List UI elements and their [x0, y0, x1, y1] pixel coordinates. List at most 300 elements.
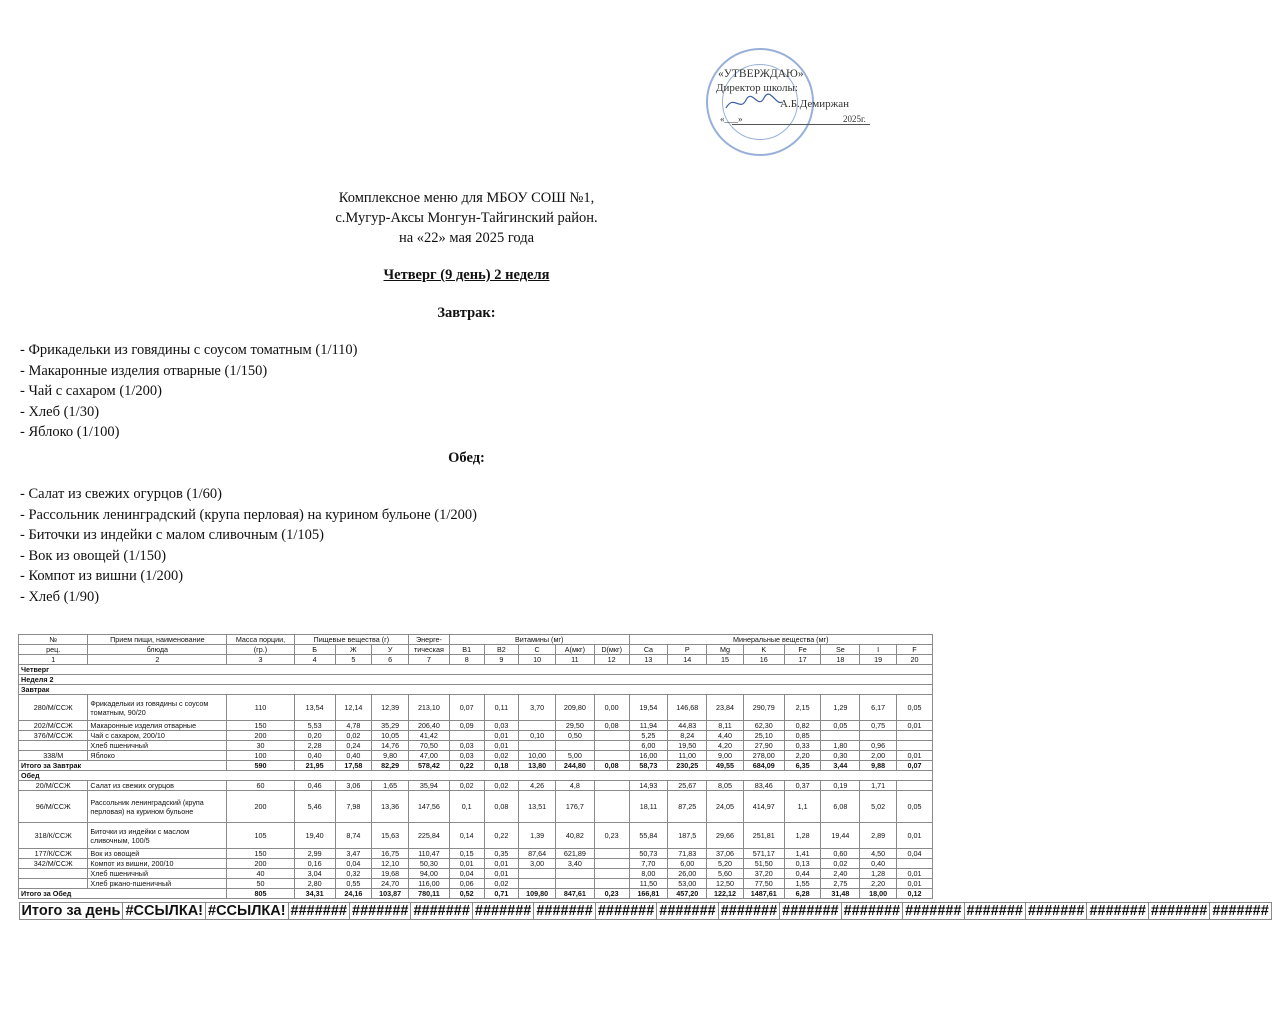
table-cell: 0,09 [449, 721, 484, 731]
table-cell: 0,01 [484, 869, 519, 879]
stamp-approve: «УТВЕРЖДАЮ» [718, 68, 804, 80]
table-cell [556, 741, 595, 751]
table-cell: 5,53 [294, 721, 335, 731]
table-cell: 621,89 [556, 849, 595, 859]
table-cell: 11,50 [629, 879, 668, 889]
day-title-text: Четверг (9 день) 2 неделя [383, 267, 550, 283]
table-cell: 0,18 [484, 761, 519, 771]
table-cell: 251,81 [743, 823, 784, 849]
table-cell: 3,70 [519, 695, 556, 721]
table-cell: 0,07 [449, 695, 484, 721]
table-cell: 0,01 [897, 721, 933, 731]
table-cell: 209,80 [556, 695, 595, 721]
table-cell: 19,68 [372, 869, 409, 879]
table-cell: 9,00 [707, 751, 744, 761]
table-cell: 176,7 [556, 791, 595, 823]
table-cell: Чай с сахаром, 200/10 [88, 731, 227, 741]
table-cell [897, 859, 933, 869]
table-cell: 96/М/ССЖ [19, 791, 88, 823]
table-cell: 225,84 [409, 823, 450, 849]
table-cell: Прием пищи, наименование [88, 635, 227, 645]
table-cell: 50,73 [629, 849, 668, 859]
table-header-row [19, 655, 933, 665]
table-cell: 13,36 [372, 791, 409, 823]
table-cell: 20 [897, 655, 933, 665]
table-cell [519, 879, 556, 889]
table-total-row [19, 902, 952, 912]
table-cell: 7,70 [629, 859, 668, 869]
table-cell: 0,04 [335, 859, 372, 869]
table-cell: 12,50 [707, 879, 744, 889]
table-cell: K [743, 645, 784, 655]
table-cell: 24,70 [372, 879, 409, 889]
table-cell [860, 731, 897, 741]
approval-stamp [702, 44, 912, 164]
table-cell [519, 741, 556, 751]
table-cell: 70,50 [409, 741, 450, 751]
table-cell [594, 791, 629, 823]
table-cell: ####### [534, 902, 595, 919]
table-cell: 0,24 [335, 741, 372, 751]
table-cell [821, 731, 860, 741]
table-cell: 1,41 [784, 849, 821, 859]
table-cell: 0,22 [484, 823, 519, 849]
table-cell: 0,96 [860, 741, 897, 751]
table-cell: Компот из вишни, 200/10 [88, 859, 227, 869]
table-cell [594, 731, 629, 741]
table-cell: 0,10 [519, 731, 556, 741]
table-cell: B1 [449, 645, 484, 655]
table-cell: 3,00 [519, 859, 556, 869]
table-cell: 290,79 [743, 695, 784, 721]
table-cell: ####### [841, 902, 902, 919]
table-cell: 0,02 [821, 859, 860, 869]
table-row [19, 781, 933, 791]
table-cell: ####### [411, 902, 472, 919]
table-cell: тическая [409, 645, 450, 655]
table-header-row [19, 645, 933, 655]
table-cell: 1,39 [519, 823, 556, 849]
table-cell: 30 [227, 741, 294, 751]
table-cell: 18 [821, 655, 860, 665]
list-item: - Чай с сахаром (1/200) [20, 383, 163, 399]
table-cell: 87,64 [519, 849, 556, 859]
table-cell: 0,05 [821, 721, 860, 731]
breakfast-title: Завтрак: [437, 305, 496, 321]
table-cell: 17 [784, 655, 821, 665]
table-cell: 8,24 [668, 731, 707, 741]
table-cell [594, 849, 629, 859]
table-cell: 50 [227, 879, 294, 889]
table-cell: 19,50 [668, 741, 707, 751]
table-cell: 2,15 [784, 695, 821, 721]
table-cell: 37,20 [743, 869, 784, 879]
table-cell: 15 [707, 655, 744, 665]
table-cell: 16,75 [372, 849, 409, 859]
table-cell: 0,03 [484, 721, 519, 731]
table-cell: A(мкг) [556, 645, 595, 655]
table-cell: 4,20 [707, 741, 744, 751]
table-cell: 150 [227, 721, 294, 731]
table-section-row [19, 685, 933, 695]
table-cell: 0,52 [449, 889, 484, 899]
table-cell: 29,66 [707, 823, 744, 849]
table-cell [897, 741, 933, 751]
table-cell: 0,40 [335, 751, 372, 761]
table-cell: Биточки из индейки с маслом сливочным, 100/5 [88, 823, 227, 849]
lunch-title: Обед: [448, 450, 485, 466]
table-cell: Витамины (мг) [449, 635, 629, 645]
table-cell: 17,58 [335, 761, 372, 771]
table-cell: 6,00 [668, 859, 707, 869]
table-cell: 14,93 [629, 781, 668, 791]
table-cell: 0,08 [594, 761, 629, 771]
header-line-3: на «22» мая 2025 года [398, 230, 535, 246]
table-cell: 0,01 [449, 859, 484, 869]
list-item: - Вок из овощей (1/150) [20, 547, 167, 564]
table-cell: 9,80 [372, 751, 409, 761]
stamp-date [720, 114, 866, 124]
table-row [19, 823, 933, 849]
table-cell: 116,00 [409, 879, 450, 889]
table-cell: 11,00 [668, 751, 707, 761]
table-cell: ####### [1210, 902, 1271, 919]
table-cell: 0,30 [821, 751, 860, 761]
table-cell: Пищевые вещества (г) [294, 635, 408, 645]
table-cell: 8,00 [629, 869, 668, 879]
table-cell: 23,84 [707, 695, 744, 721]
table-cell: 11,94 [629, 721, 668, 731]
table-cell: 0,04 [897, 849, 933, 859]
table-cell: (гр.) [227, 645, 294, 655]
table-cell: ####### [903, 902, 964, 919]
table-cell: 0,40 [294, 751, 335, 761]
table-cell: 26,00 [668, 869, 707, 879]
table-cell [519, 721, 556, 731]
table-cell: 1,28 [784, 823, 821, 849]
table-cell: Se [821, 645, 860, 655]
table-cell: Завтрак [19, 685, 933, 695]
table-cell: 202/М/ССЖ [19, 721, 88, 731]
list-item: - Хлеб (1/90) [20, 588, 100, 605]
lunch-list [20, 484, 477, 607]
table-cell: 15,63 [372, 823, 409, 849]
table-total-row [19, 761, 933, 771]
table-cell: 244,80 [556, 761, 595, 771]
table-cell: 200 [227, 859, 294, 869]
table-cell: 0,08 [484, 791, 519, 823]
list-item: - Макаронные изделия отварные (1/150) [20, 362, 268, 379]
table-cell: 0,01 [484, 731, 519, 741]
table-cell: 0,13 [784, 859, 821, 869]
table-cell: 278,00 [743, 751, 784, 761]
table-cell: 457,20 [668, 889, 707, 899]
table-cell: 49,55 [707, 761, 744, 771]
table-row [19, 695, 933, 721]
table-cell: 590 [227, 761, 294, 771]
table-cell [594, 751, 629, 761]
table-cell: 1,80 [821, 741, 860, 751]
list-item: - Рассольник ленинградский (крупа перловая) на курином бульоне (1/200) [20, 506, 477, 523]
table-cell: 25,67 [668, 781, 707, 791]
table-cell: 571,17 [743, 849, 784, 859]
table-cell: Итого за день [19, 902, 123, 919]
stamp-signer: А.Б.Демиржан [780, 98, 849, 110]
table-cell: #ССЫЛКА! [123, 902, 206, 919]
table-cell: 0,16 [294, 859, 335, 869]
table-cell: 2,80 [294, 879, 335, 889]
table-cell: Mg [707, 645, 744, 655]
table-cell: 1487,61 [743, 889, 784, 899]
table-cell: 146,68 [668, 695, 707, 721]
table-cell: 31,48 [821, 889, 860, 899]
table-cell: 230,25 [668, 761, 707, 771]
table-row [19, 791, 933, 823]
table-cell: ####### [288, 902, 349, 919]
table-cell: 0,14 [449, 823, 484, 849]
table-cell: 2,75 [821, 879, 860, 889]
table-cell: 5,60 [707, 869, 744, 879]
table-cell: Итого за Обед [19, 889, 227, 899]
table-cell [449, 731, 484, 741]
table-cell: ####### [595, 902, 656, 919]
table-cell: 0,37 [784, 781, 821, 791]
table-cell: 1,1 [784, 791, 821, 823]
table-cell: 6 [372, 655, 409, 665]
table-cell: № [19, 635, 88, 645]
table-cell: 0,02 [484, 879, 519, 889]
table-cell: 0,22 [449, 761, 484, 771]
stamp-year: 2025г. [843, 114, 866, 124]
table-cell [19, 869, 88, 879]
table-cell: 0,1 [449, 791, 484, 823]
table-section-row [19, 675, 933, 685]
table-row [19, 721, 933, 731]
table-cell: 13,80 [519, 761, 556, 771]
table-cell: Минеральные вещества (мг) [629, 635, 932, 645]
table-cell: 12,14 [335, 695, 372, 721]
table-cell: 376/М/ССЖ [19, 731, 88, 741]
table-cell: 10,00 [519, 751, 556, 761]
table-cell: 35,94 [409, 781, 450, 791]
table-cell: 47,00 [409, 751, 450, 761]
table-cell: 11 [556, 655, 595, 665]
table-cell: У [372, 645, 409, 655]
table-cell: 0,01 [897, 879, 933, 889]
breakfast-list [20, 340, 358, 443]
table-cell: 0,82 [784, 721, 821, 731]
table-cell: ####### [718, 902, 779, 919]
table-cell: 10 [519, 655, 556, 665]
table-cell: 6,35 [784, 761, 821, 771]
table-cell: 3 [227, 655, 294, 665]
table-cell: рец. [19, 645, 88, 655]
table-cell: 100 [227, 751, 294, 761]
table-row [19, 741, 933, 751]
table-cell: 1,28 [860, 869, 897, 879]
table-cell: 58,73 [629, 761, 668, 771]
table-cell: 2,40 [821, 869, 860, 879]
table-cell [594, 879, 629, 889]
table-cell: 206,40 [409, 721, 450, 731]
table-cell: 5,00 [556, 751, 595, 761]
table-cell: 19,54 [629, 695, 668, 721]
table-cell: Фрикадельки из говядины с соусом томатным, 90/20 [88, 695, 227, 721]
table-cell: 44,83 [668, 721, 707, 731]
list-item: - Яблоко (1/100) [20, 424, 120, 440]
table-cell: 847,61 [556, 889, 595, 899]
table-cell: 41,42 [409, 731, 450, 741]
table-cell: 200 [227, 791, 294, 823]
table-cell: 6,28 [784, 889, 821, 899]
table-cell: 414,97 [743, 791, 784, 823]
table-cell: 0,35 [484, 849, 519, 859]
table-cell: 318/К/ССЖ [19, 823, 88, 849]
table-cell: 51,50 [743, 859, 784, 869]
table-cell: 2 [88, 655, 227, 665]
table-cell: C [519, 645, 556, 655]
table-row [19, 869, 933, 879]
table-cell: 2,28 [294, 741, 335, 751]
table-total-row [19, 889, 933, 899]
table-cell: 18,11 [629, 791, 668, 823]
table-cell: 6,08 [821, 791, 860, 823]
table-cell: Энерге- [409, 635, 450, 645]
table-cell: 0,02 [335, 731, 372, 741]
header-line-2: с.Мугур-Аксы Монгун-Тайгинский район. [335, 210, 598, 226]
table-cell: 87,25 [668, 791, 707, 823]
table-cell: I [860, 645, 897, 655]
table-cell: ####### [657, 902, 718, 919]
list-item: - Салат из свежих огурцов (1/60) [20, 486, 222, 502]
table-cell [594, 859, 629, 869]
table-cell [594, 741, 629, 751]
table-cell: 0,44 [784, 869, 821, 879]
table-cell: 94,00 [409, 869, 450, 879]
table-cell [897, 781, 933, 791]
table-cell: 1,55 [784, 879, 821, 889]
table-cell: 2,99 [294, 849, 335, 859]
table-cell: 12 [594, 655, 629, 665]
table-cell: Хлеб ржано-пшеничный [88, 879, 227, 889]
table-cell: 0,03 [449, 751, 484, 761]
table-cell: 9 [484, 655, 519, 665]
table-cell: 35,29 [372, 721, 409, 731]
table-cell: Хлеб пшеничный [88, 869, 227, 879]
table-cell: Четверг [19, 665, 933, 675]
table-cell: 3,40 [556, 859, 595, 869]
table-row [19, 859, 933, 869]
table-cell: 0,01 [897, 823, 933, 849]
table-cell: 0,33 [784, 741, 821, 751]
table-cell: 338/М [19, 751, 88, 761]
table-cell: 16 [743, 655, 784, 665]
table-cell: Рассольник ленинградский (крупа перловая) на курином бульоне [88, 791, 227, 823]
table-cell: Ж [335, 645, 372, 655]
table-cell: 0,01 [484, 741, 519, 751]
table-cell: 19 [860, 655, 897, 665]
table-cell: 103,87 [372, 889, 409, 899]
table-cell: 8,74 [335, 823, 372, 849]
table-cell: Яблоко [88, 751, 227, 761]
table-cell: 0,07 [897, 761, 933, 771]
table-cell: 0,05 [897, 695, 933, 721]
table-cell [19, 879, 88, 889]
table-cell: 0,23 [594, 823, 629, 849]
table-cell: 166,81 [629, 889, 668, 899]
table-cell: 0,50 [556, 731, 595, 741]
table-cell: 805 [227, 889, 294, 899]
table-cell: 1,71 [860, 781, 897, 791]
table-cell: 53,00 [668, 879, 707, 889]
table-cell: 25,10 [743, 731, 784, 741]
table-cell: 18,00 [860, 889, 897, 899]
table-cell [519, 869, 556, 879]
table-section-row [19, 771, 933, 781]
table-cell: 0,15 [449, 849, 484, 859]
table-cell: 2,00 [860, 751, 897, 761]
table-cell: 342/М/ССЖ [19, 859, 88, 869]
table-cell: 60 [227, 781, 294, 791]
table-cell: 13 [629, 655, 668, 665]
table-cell: 13,51 [519, 791, 556, 823]
table-cell: 0,02 [449, 781, 484, 791]
table-cell: 77,50 [743, 879, 784, 889]
table-header-row [19, 635, 933, 645]
table-cell: 122,12 [707, 889, 744, 899]
table-cell: 0,01 [897, 869, 933, 879]
table-cell: 12,10 [372, 859, 409, 869]
table-row [19, 751, 933, 761]
table-cell: B2 [484, 645, 519, 655]
table-cell: ####### [1087, 902, 1148, 919]
table-row [19, 731, 933, 741]
table-cell: 109,80 [519, 889, 556, 899]
table-cell: 0,02 [484, 781, 519, 791]
table-cell: 0,55 [335, 879, 372, 889]
table-cell: блюда [88, 645, 227, 655]
table-cell: 5 [335, 655, 372, 665]
table-cell: 24,16 [335, 889, 372, 899]
list-item: - Хлеб (1/30) [20, 403, 100, 420]
table-cell: 20/М/ССЖ [19, 781, 88, 791]
table-cell: 578,42 [409, 761, 450, 771]
table-cell: 16,00 [629, 751, 668, 761]
table-cell: Б [294, 645, 335, 655]
table-cell: 3,47 [335, 849, 372, 859]
table-cell: 147,56 [409, 791, 450, 823]
table-cell: 5,46 [294, 791, 335, 823]
table-cell: 82,29 [372, 761, 409, 771]
stamp-date-prefix: «___» [720, 114, 743, 124]
table-cell: 10,05 [372, 731, 409, 741]
table-cell: 40 [227, 869, 294, 879]
stamp-position: Директор школы: [716, 82, 798, 94]
table-cell: 0,46 [294, 781, 335, 791]
table-cell: 5,20 [707, 859, 744, 869]
table-cell: 4,8 [556, 781, 595, 791]
table-cell: 0,00 [594, 695, 629, 721]
list-item: - Компот из вишни (1/200) [20, 568, 184, 584]
table-cell: 14,76 [372, 741, 409, 751]
table-cell: 19,44 [821, 823, 860, 849]
table-cell: ####### [350, 902, 411, 919]
nutrition-table [18, 634, 1269, 919]
table-cell [556, 879, 595, 889]
signature-icon [724, 92, 784, 114]
table-cell: ####### [1025, 902, 1086, 919]
table-cell: 40,82 [556, 823, 595, 849]
